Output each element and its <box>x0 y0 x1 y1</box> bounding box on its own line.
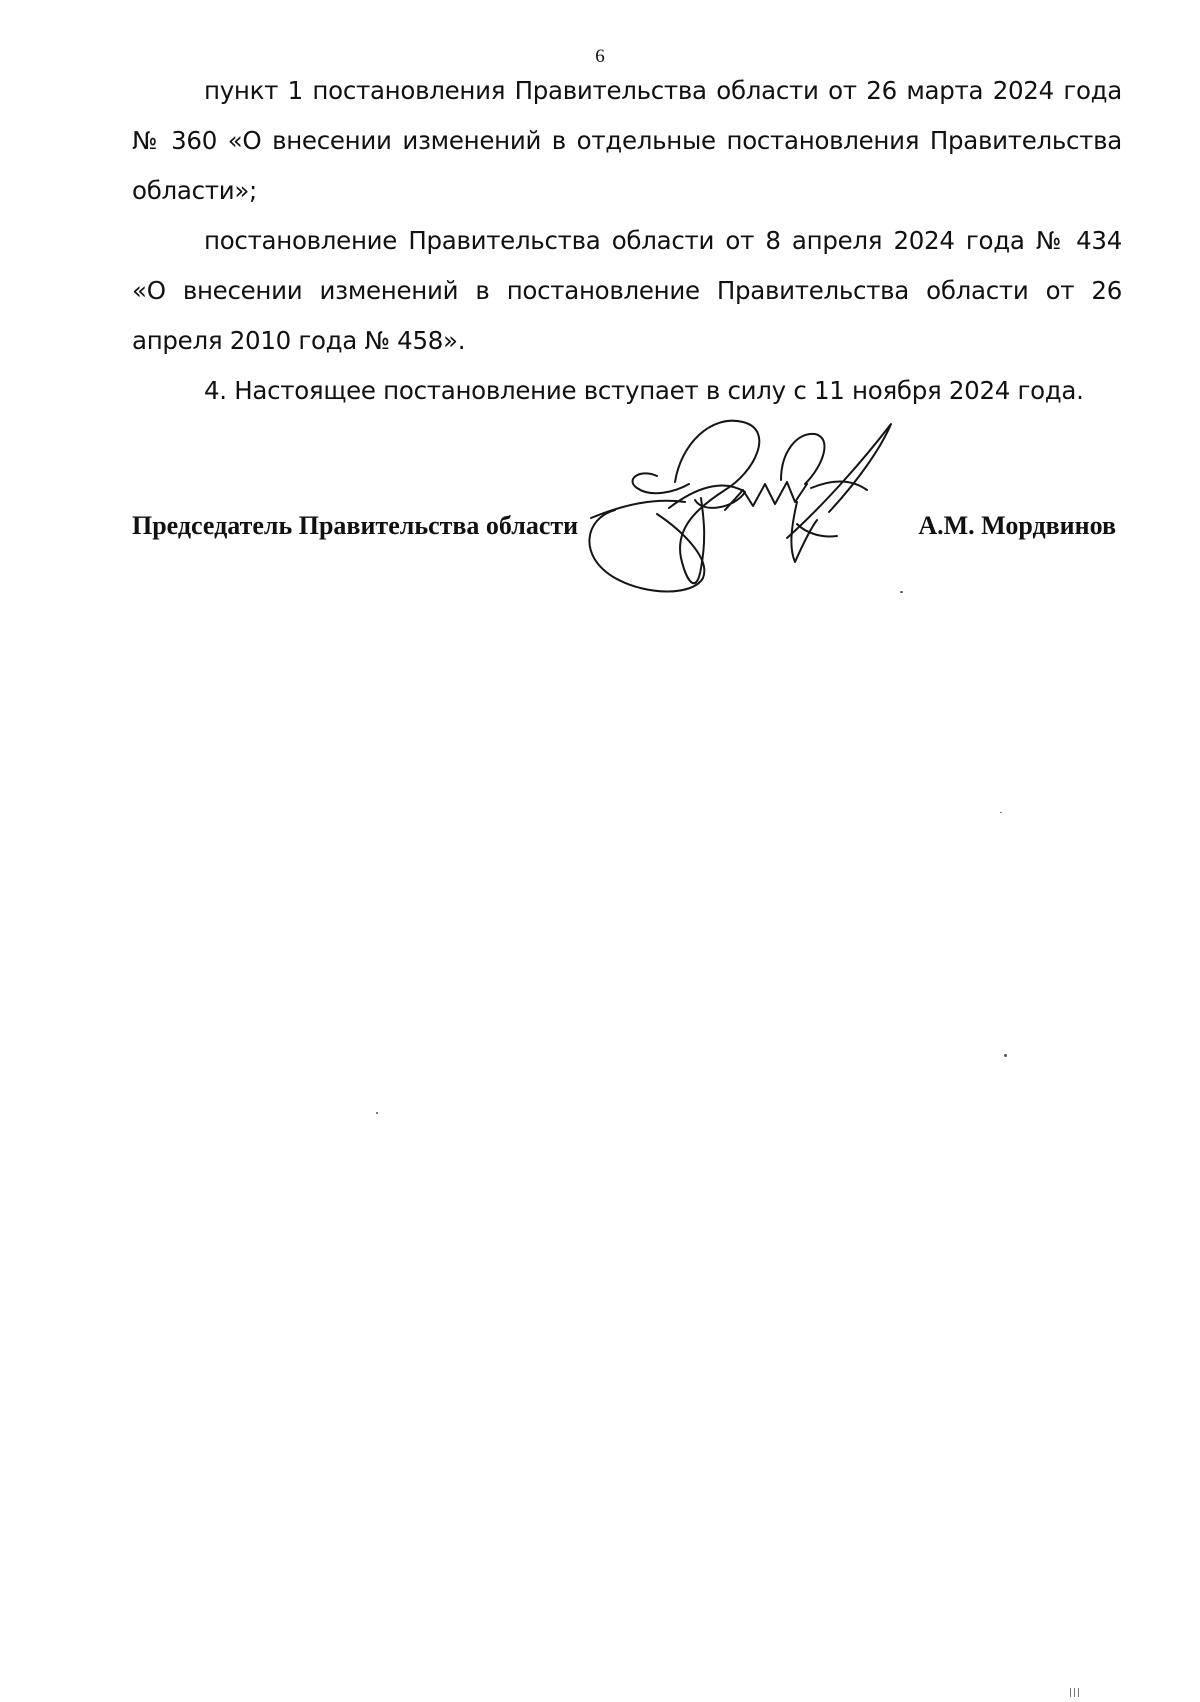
scan-speck <box>376 1112 378 1114</box>
paragraph-effective-date: 4. Настоящее постановление вступает в силу с 11 ноября 2024 года. <box>204 376 1084 405</box>
signer-name: А.М. Мордвинов <box>918 511 1116 540</box>
document-body <box>132 66 1122 416</box>
handwritten-signature-icon <box>585 418 945 618</box>
scan-speck <box>1000 812 1002 813</box>
scan-mark <box>1074 1688 1075 1697</box>
scan-speck <box>900 591 903 593</box>
page-number: 6 <box>595 46 605 67</box>
scan-speck <box>1004 1054 1007 1057</box>
signer-position-title: Председатель Правительства области <box>132 511 579 540</box>
paragraph-amended-resolution: постановление Правительства области от 8 апреля 2024 года № 434 «О внесении изменений в постановление Правительства области от 26 апреля 2010 года № 458». <box>132 226 1122 355</box>
scan-mark <box>1070 1688 1071 1697</box>
scan-edge-marks <box>1070 1684 1100 1694</box>
scan-mark <box>1078 1688 1079 1697</box>
paragraph-amended-clause: пункт 1 постановления Правительства области от 26 марта 2024 года № 360 «О внесении изменений в отдельные постановления Правительства области»; <box>132 76 1122 205</box>
